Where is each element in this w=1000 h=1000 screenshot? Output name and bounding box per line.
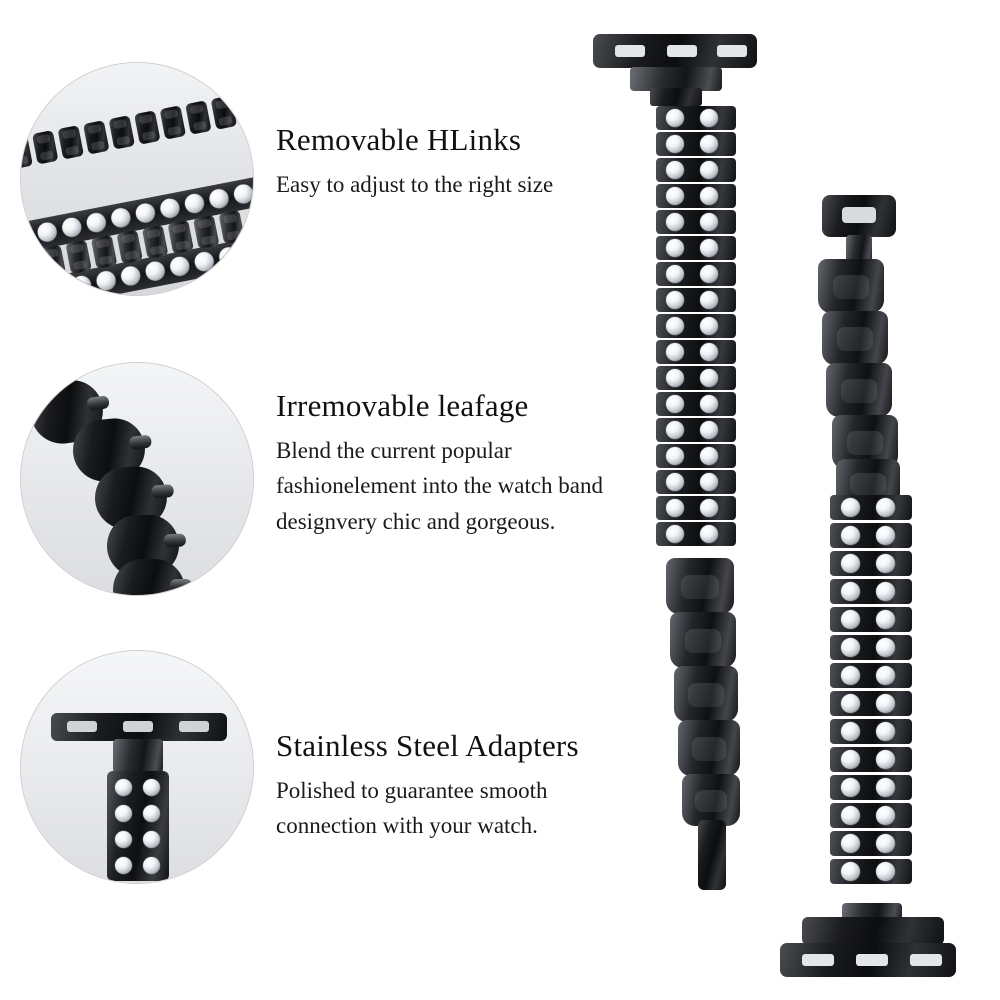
gem-link-column [656,106,738,556]
clasp-head [822,195,896,237]
leaf-link [826,363,892,417]
adapter-bar [802,917,944,945]
feature-description: Polished to guarantee smooth connection with your watch. [276,777,548,839]
adapter-lug [51,713,227,741]
leaf-link [682,774,740,826]
callout-image-irremovable-leafage [20,362,254,596]
leaf-link [678,720,740,776]
feature-text-stainless-steel-adapters [254,650,636,844]
feature-description: Easy to adjust to the right size [276,171,554,197]
feature-description: Blend the current popular fashionelement into the watch band designvery chic and gorgeous. [276,437,604,534]
feature-text-irremovable-leafage [254,362,636,539]
leaf-link [666,558,734,614]
adapter-band-segment [107,771,169,881]
feature-block-removable-hlinks [20,62,553,296]
adapter-stem [113,739,163,773]
callout-image-removable-hlinks [20,62,254,296]
callout-image-stainless-steel-adapters [20,650,254,884]
watch-lug-top [593,34,757,68]
feature-block-irremovable-leafage [20,362,636,596]
product-image-band-left [588,30,768,880]
feature-title: Stainless Steel Adapters [276,728,579,763]
watch-lug-bottom [780,943,956,977]
adapter-stem [650,88,702,106]
feature-block-stainless-steel-adapters [20,650,636,884]
feature-title: Irremovable leafage [276,388,529,423]
leaf-link [670,612,736,668]
clasp-tail [698,820,726,890]
leaf-link [822,311,888,365]
leaf-link [674,666,738,722]
leaf-connector [25,369,59,385]
feature-title: Removable HLinks [276,122,522,157]
product-image-band-right [760,195,960,985]
leaf-link [818,259,884,313]
gem-link-column [830,495,914,905]
feature-text-removable-hlinks [254,62,553,202]
